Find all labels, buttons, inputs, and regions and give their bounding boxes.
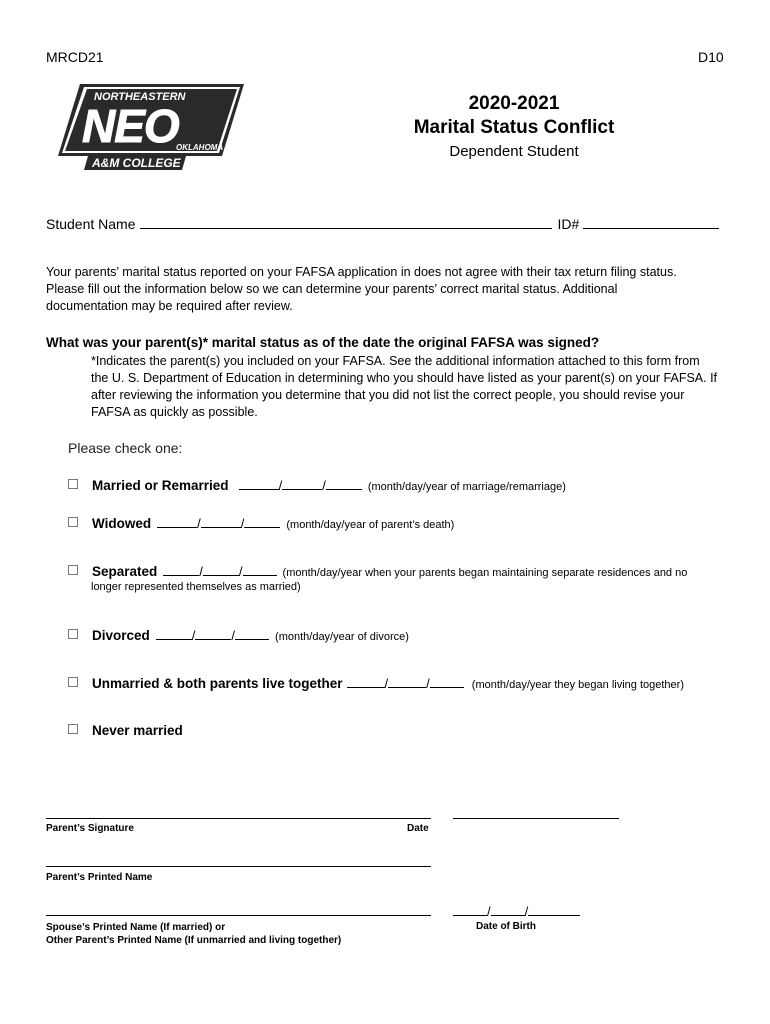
separated-checkbox[interactable] [68,565,78,575]
date-field[interactable]: / / [163,563,276,579]
form-subtitle: Dependent Student [449,143,579,160]
date-field[interactable]: / / [157,515,280,531]
student-id-field[interactable] [583,228,719,229]
spouse-printed-name-label [46,921,341,947]
student-name-label: Student Name [46,216,136,232]
form-code-left: MRCD21 [46,49,104,65]
intro-line: documentation may be required after review. [46,299,293,313]
student-info-row [46,216,719,232]
married-checkbox[interactable] [68,479,78,489]
spouse-printed-name-field[interactable] [46,915,431,916]
check-prompt: Please check one: [68,440,183,456]
signature-date-field[interactable] [453,818,619,819]
date-of-birth-label: Date of Birth [476,921,536,932]
option-hint: (month/day/year when your parents began maintaining separate residences and no [282,567,688,579]
parent-signature-label: Parent’s Signature [46,823,134,834]
intro-line: Please fill out the information below so we can determine your parents’ correct marital status. Additional [46,282,618,296]
question-heading: What was your parent(s)* marital status as of the date the original FAFSA was signed? [46,335,600,350]
option-hint: (month/day/year of marriage/remarriage) [367,481,566,493]
option-hint: (month/day/year of divorce) [275,631,409,643]
option-label: Unmarried & both parents live together [92,676,343,691]
student-id-label: ID# [557,216,580,232]
option-separated [68,563,687,579]
date-field[interactable]: / / [239,477,362,493]
option-married [68,477,566,493]
date-of-birth-field[interactable]: / / [453,903,580,919]
label-line: Other Parent’s Printed Name (If unmarried and living together) [46,935,342,946]
option-hint: (month/day/year of parent’s death) [286,519,455,531]
label-line: Spouse’s Printed Name (If married) or [46,922,226,933]
intro-paragraph [46,264,736,315]
widowed-checkbox[interactable] [68,517,78,527]
form-year: 2020-2021 [468,93,560,114]
never-married-checkbox[interactable] [68,724,78,734]
option-label: Never married [92,723,183,738]
parent-signature-field[interactable] [46,818,431,819]
svg-text:NEO: NEO [82,100,179,152]
date-label: Date [407,823,429,834]
form-title: Marital Status Conflict [413,117,615,138]
unmarried-together-checkbox[interactable] [68,677,78,687]
option-label: Divorced [92,628,150,643]
note-line: *Indicates the parent(s) you included on your FAFSA. See the additional information attached to this form from [91,354,700,368]
svg-text:NORTHEASTERN: NORTHEASTERN [94,91,186,103]
svg-text:A&M COLLEGE: A&M COLLEGE [92,156,181,170]
neo-college-logo [58,84,244,170]
option-widowed [68,515,454,531]
option-never-married [68,723,183,738]
student-name-field[interactable] [140,228,552,229]
note-line: after reviewing the information you determine that you did not list the correct people, you should revise your [91,388,685,402]
question-note [91,353,741,421]
parent-printed-name-field[interactable] [46,866,431,867]
option-unmarried-together [68,675,684,691]
option-hint-continued: longer represented themselves as married) [91,581,301,593]
form-code-right: D10 [698,49,724,65]
note-line: the U. S. Department of Education in determining who you should have listed as your parent(s) on your FAFSA. If [91,371,718,385]
parent-printed-name-label: Parent’s Printed Name [46,872,153,883]
svg-text:OKLAHOMA: OKLAHOMA [176,143,224,152]
intro-line: Your parents’ marital status reported on your FAFSA application in does not agree with their tax return filing status. [46,265,677,279]
date-field[interactable]: / / [156,627,269,643]
option-label: Widowed [92,516,152,531]
divorced-checkbox[interactable] [68,629,78,639]
option-label: Separated [92,564,158,579]
option-divorced [68,627,409,643]
option-label: Married or Remarried [92,478,229,493]
note-line: FAFSA as quickly as possible. [91,405,258,419]
option-hint: (month/day/year they began living together) [471,679,684,691]
date-field[interactable]: / / [347,675,464,691]
form-title-block [340,92,688,163]
